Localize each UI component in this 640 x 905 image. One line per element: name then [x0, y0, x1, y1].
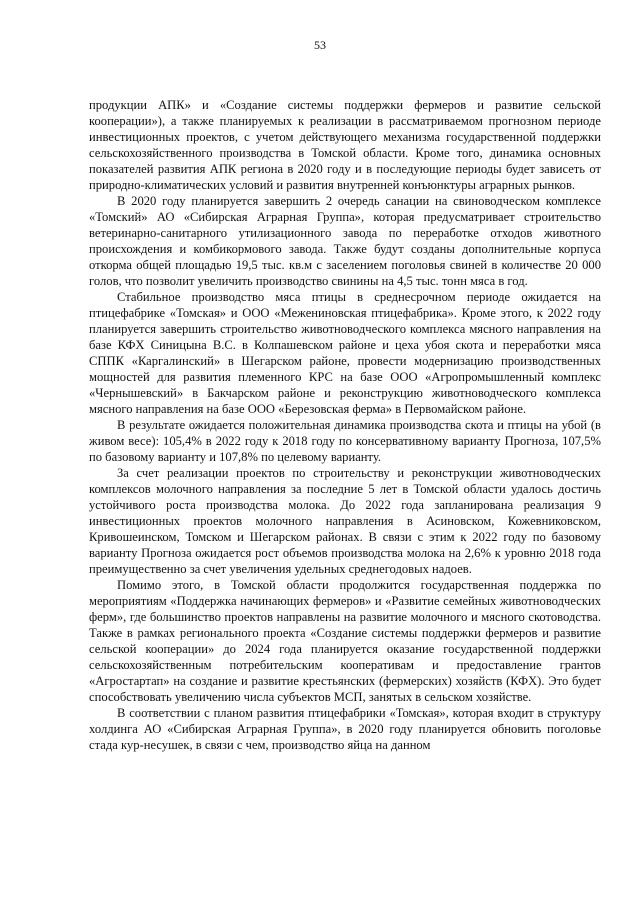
page-number: 53: [314, 38, 326, 52]
paragraph-continued: продукции АПК» и «Создание системы поддержки фермеров и развитие сельской кооперации»), а также планируемых к реализации в рассматриваемом прогнозном периоде инвестиционных проектов, с учетом действующего механизма государственной поддержки сельскохозяйственного производства в Томской области. Кроме того, динамика основных показателей развития АПК региона в 2020 году и в последующие периоды будет зависеть от природно-климатических условий и развития внутренней конъюнктуры аграрных рынков.: [89, 98, 601, 192]
document-body: [89, 97, 601, 753]
paragraph-dairy-projects: За счет реализации проектов по строительству и реконструкции животноводческих комплексов молочного направления за последние 5 лет в Томской области удалось достичь устойчивого роста производства молока. До 2022 года запланирована реализация 9 инвестиционных проектов молочного направления в Асиновском, Кожевниковском, Кривошеинском, Томском и Шегарском районах. В связи с этим к 2022 году по базовому варианту Прогноза ожидается рост объемов производства молока на 2,6% к уровню 2018 года преимущественно за счет увеличения удельных среднегодовых надоев.: [89, 466, 601, 576]
paragraph-poultry-eggs: В соответствии с планом развития птицефабрики «Томская», которая входит в структуру холдинга АО «Сибирская Аграрная Группа», в 2020 году планируется обновить поголовье стада кур-несушек, в связи с чем, производство яйца на данном: [89, 706, 601, 752]
paragraph-state-support: Помимо этого, в Томской области продолжится государственная поддержка по мероприятиям «Поддержка начинающих фермеров» и «Развитие семейных животноводческих ферм», где большинство проектов направлены на развитие молочного и мясного скотоводства. Также в рамках регионального проекта «Создание системы поддержки фермеров и развитие сельской кооперации» до 2024 года планируется оказание государственной поддержки сельскохозяйственным потребительским кооперативам и предоставление грантов «Агростартап» на создание и развитие крестьянских (фермерских) хозяйств (КФХ). Это будет способствовать увеличению числа субъектов МСП, занятых в сельском хозяйстве.: [89, 578, 601, 704]
paragraph-poultry-meat: Стабильное производство мяса птицы в среднесрочном периоде ожидается на птицефабрике «Томская» и ООО «Межениновская птицефабрика». Кроме этого, к 2022 году планируется завершить строительство животноводческого комплекса мясного направления на базе КФХ Синицына В.С. в Колпашевском районе и цеха убоя скота и переработки мяса СППК «Каргалинский» в Шегарском районе, провести модернизацию производственных мощностей для развития племенного КРС на базе ООО «Агропромышленный комплекс «Чернышевский» в Бакчарском районе и реконструкцию животноводческого комплекса мясного направления на базе ООО «Березовская ферма» в Первомайском районе.: [89, 290, 601, 416]
paragraph-livestock-dynamics: В результате ожидается положительная динамика производства скота и птицы на убой (в живом весе): 105,4% в 2022 году к 2018 году по консервативному варианту Прогноза, 107,5% по базовому варианту и 107,8% по целевому варианту.: [89, 418, 601, 464]
paragraph-pig-complex: В 2020 году планируется завершить 2 очередь санации на свиноводческом комплексе «Томский» АО «Сибирская Аграрная Группа», которая предусматривает строительство ветеринарно-санитарного утилизационного завода по переработке отходов животного происхождения и комбикормового завода. Также будут созданы дополнительные корпуса откорма общей площадью 19,5 тыс. кв.м с заселением поголовья свиней в количестве 20 000 голов, что позволит увеличить производство свинины на 4,5 тыс. тонн мяса в год.: [89, 194, 601, 288]
